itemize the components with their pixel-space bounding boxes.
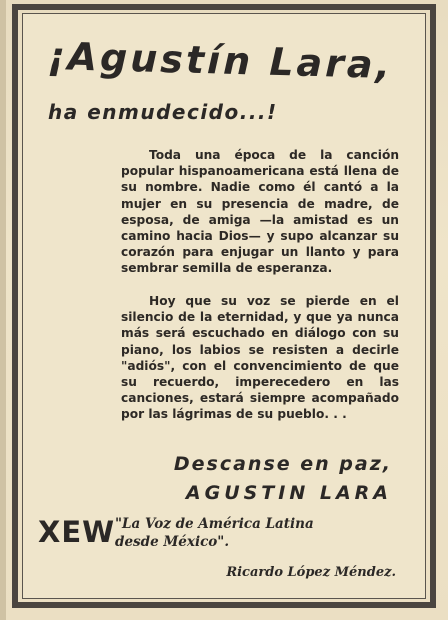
slogan-line-2: desde México". [115,534,230,550]
ad-subheadline: ha enmudecido...! [48,100,278,124]
author-signature: Ricardo López Méndez. [226,565,396,580]
station-logo: XEW [38,515,116,549]
slogan-line-1: "La Voz de América Latina [115,516,314,532]
tribute-paragraph-1: Toda una época de la canción popular hispanoamericana está llena de su nombre. Nadie como él cantó a la mujer en su presencia de madre, de esposa, de amiga —la amistad es un camino hacia Dios— y supo alcanzar su corazón para enjugar un llanto y para sembrar semilla de esperanza. [121,148,399,276]
station-slogan [115,515,314,551]
page-edge [0,0,6,620]
tribute-paragraph-2: Hoy que su voz se pierde en el silencio de la eternidad, y que ya nunca más será escuchado en diálogo con su piano, los labios se resisten a decirle "adiós", con el convencimiento de que su recuerdo, imperecedero en las canciones, estará siempre acompañado por las lágrimas de su pueblo. . . [121,294,399,422]
ad-headline: ¡Agustín Lara, [46,34,394,88]
closing-line-name: AGUSTIN LARA [185,482,392,504]
closing-block [174,450,392,508]
closing-line-rest-in-peace: Descanse en paz, [173,453,392,475]
